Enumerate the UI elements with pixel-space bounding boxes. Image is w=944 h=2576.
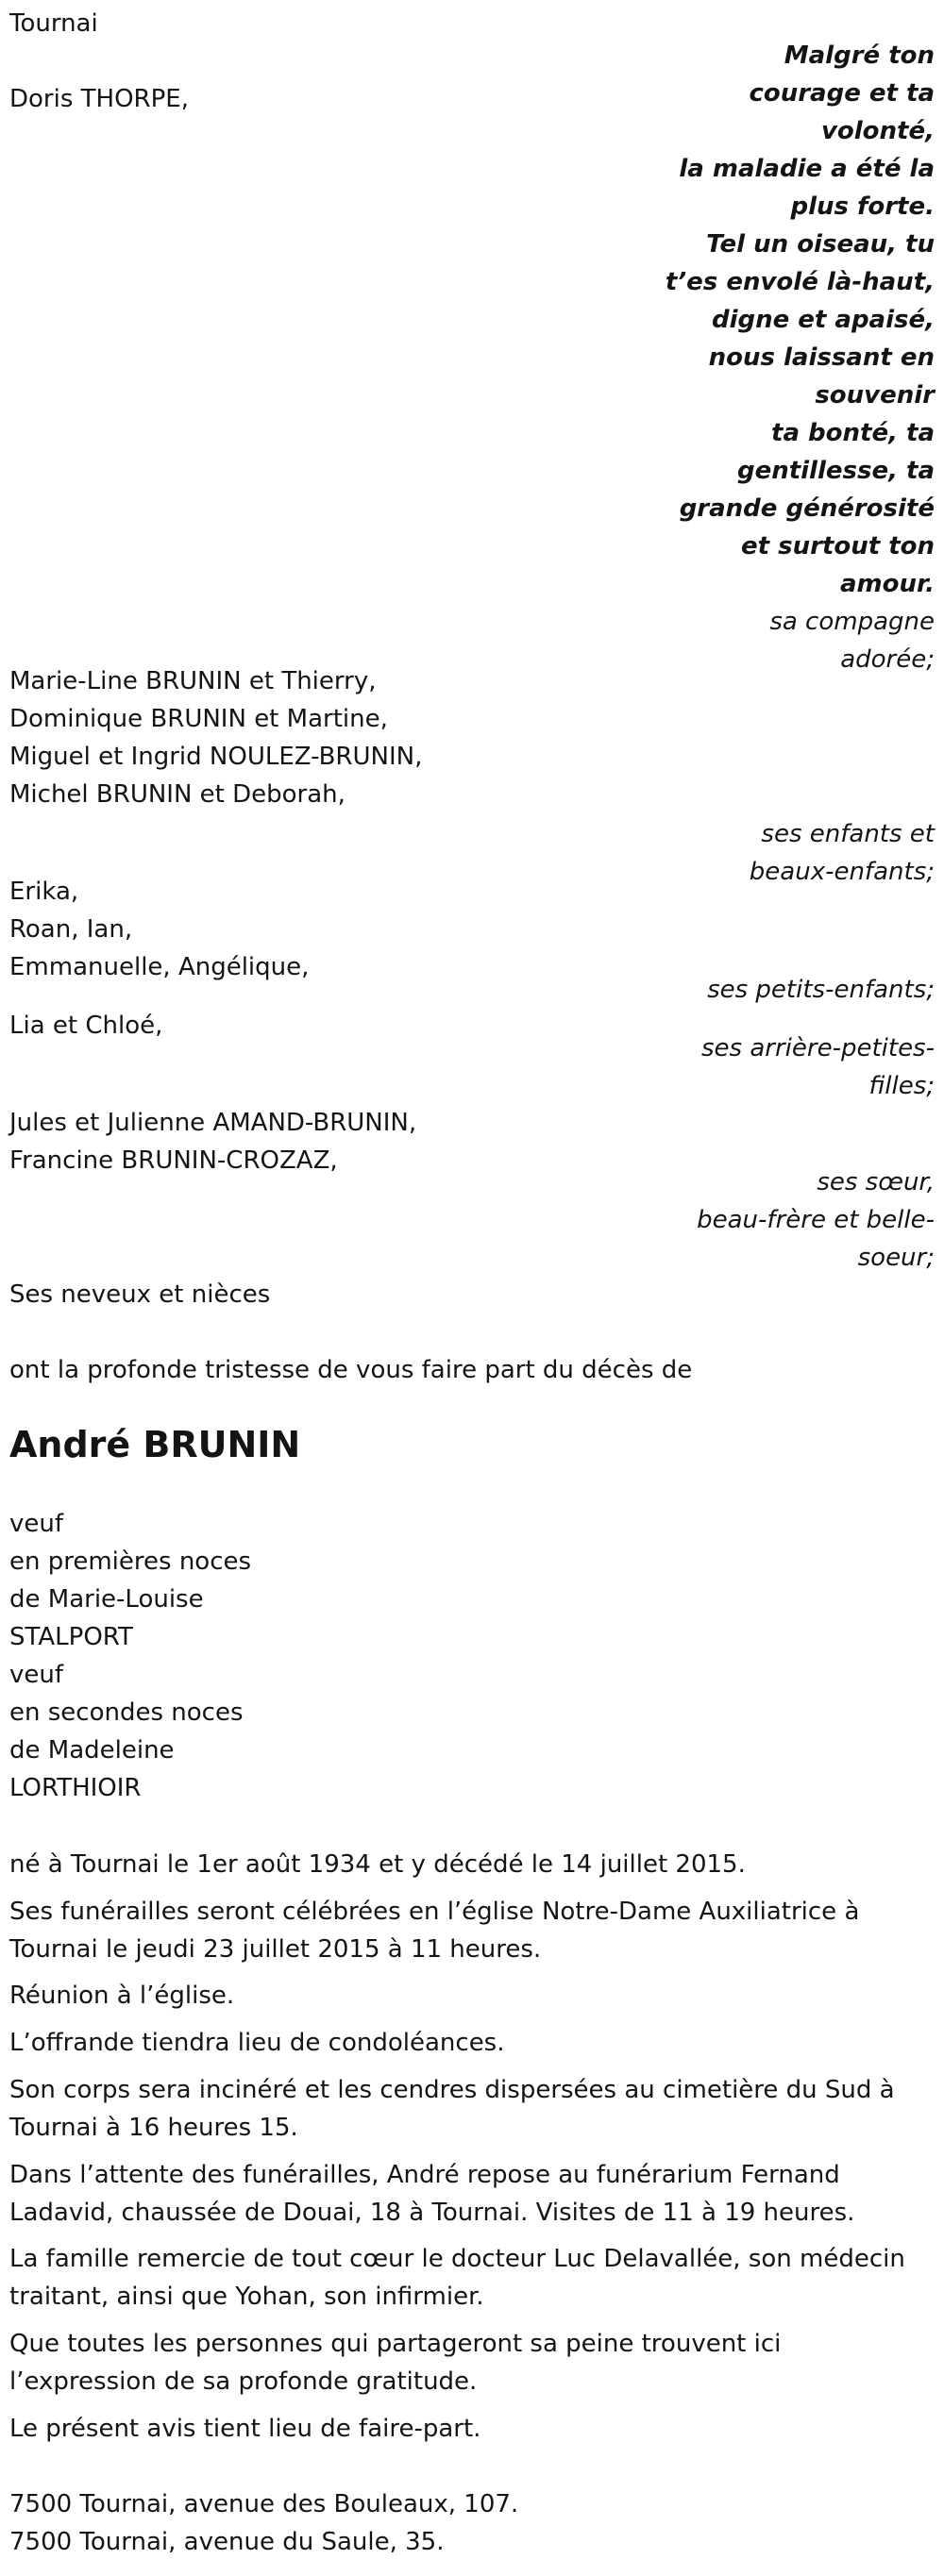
info-offering: L’offrande tiendra lieu de condoléances. <box>9 2029 505 2057</box>
announcement-line: ont la profonde tristesse de vous faire part du décès de <box>9 1356 693 1384</box>
info-gratitude: Que toutes les personnes qui partageront sa peine trouvent ici <box>9 2330 782 2358</box>
poem-line: amour. <box>839 570 935 598</box>
info-thanks: traitant, ainsi que Yohan, son infirmier. <box>9 2283 484 2311</box>
info-meeting: Réunion à l’église. <box>9 1982 235 2010</box>
grandchild-name: Erika, <box>9 878 79 906</box>
info-cremation: Tournai à 16 heures 15. <box>9 2114 298 2142</box>
deceased-detail: en premières noces <box>9 1547 252 1576</box>
nephews-line: Ses neveux et nièces <box>9 1280 271 1309</box>
deceased-detail: STALPORT <box>9 1623 133 1651</box>
child-name: Michel BRUNIN et Deborah, <box>9 780 346 809</box>
relation-label-spouse: adorée; <box>840 645 935 674</box>
info-funerarium: Dans l’attente des funérailles, André repose au funérarium Fernand <box>9 2161 840 2189</box>
relation-label-grandchildren: ses petits-enfants; <box>707 976 935 1004</box>
poem-line: grande générosité <box>679 494 935 523</box>
address-line: 7500 Tournai, avenue des Bouleaux, 107. <box>9 2490 519 2518</box>
info-gratitude: l’expression de sa profonde gratitude. <box>9 2367 478 2396</box>
deceased-detail: LORTHIOIR <box>9 1774 142 1802</box>
info-cremation: Son corps sera incinéré et les cendres dispersées au cimetière du Sud à <box>9 2076 895 2104</box>
child-name: Dominique BRUNIN et Martine, <box>9 705 388 733</box>
poem-line: Malgré ton <box>784 42 935 70</box>
poem-line: digne et apaisé, <box>711 306 935 334</box>
child-name: Marie-Line BRUNIN et Thierry, <box>9 667 377 695</box>
poem-line: Tel un oiseau, tu <box>706 230 935 259</box>
address-line: 7500 Tournai, avenue du Saule, 35. <box>9 2528 445 2556</box>
info-funeral: Tournai le jeudi 23 juillet 2015 à 11 heures. <box>9 1935 542 1964</box>
deceased-name: André BRUNIN <box>9 1424 301 1465</box>
deceased-detail: de Madeleine <box>9 1736 175 1765</box>
poem-line: la maladie a été la <box>679 155 935 183</box>
deceased-detail: de Marie-Louise <box>9 1585 204 1614</box>
poem-line: courage et ta <box>749 79 935 108</box>
info-funerarium: Ladavid, chaussée de Douai, 18 à Tournai. Visites de 11 à 19 heures. <box>9 2199 855 2227</box>
relation-label-children: beaux-enfants; <box>749 858 935 886</box>
info-thanks: La famille remercie de tout cœur le docteur Luc Delavallée, son médecin <box>9 2245 905 2273</box>
deceased-detail: en secondes noces <box>9 1698 244 1727</box>
sibling-name: Francine BRUNIN-CROZAZ, <box>9 1146 338 1175</box>
city-heading: Tournai <box>9 9 98 38</box>
great-grandchild-name: Lia et Chloé, <box>9 1012 163 1040</box>
relation-label-children: ses enfants et <box>761 820 935 848</box>
deceased-detail: veuf <box>9 1661 64 1689</box>
relation-label-siblings: soeur; <box>857 1244 935 1272</box>
poem-line: t’es envolé là-haut, <box>665 268 935 296</box>
deceased-detail: veuf <box>9 1510 64 1538</box>
poem-line: nous laissant en <box>708 343 935 372</box>
poem-line: volonté, <box>820 117 935 145</box>
grandchild-name: Emmanuelle, Angélique, <box>9 953 310 981</box>
info-birth-death: né à Tournai le 1er août 1934 et y décédé le 14 juillet 2015. <box>9 1850 746 1879</box>
info-funeral: Ses funérailles seront célébrées en l’église Notre-Dame Auxiliatrice à <box>9 1898 860 1926</box>
child-name: Miguel et Ingrid NOULEZ-BRUNIN, <box>9 743 423 771</box>
relation-label-siblings: ses sœur, <box>817 1168 935 1196</box>
relation-label-siblings: beau-frère et belle- <box>697 1206 935 1234</box>
poem-line: plus forte. <box>790 192 935 221</box>
grandchild-name: Roan, Ian, <box>9 915 133 944</box>
relation-label-spouse: sa compagne <box>769 608 935 636</box>
info-notice: Le présent avis tient lieu de faire-part. <box>9 2415 481 2443</box>
poem-line: gentillesse, ta <box>736 457 935 485</box>
relation-label-great-grandchildren: ses arrière-petites- <box>701 1034 935 1062</box>
poem-line: et surtout ton <box>740 532 935 560</box>
spouse-name: Doris THORPE, <box>9 85 189 113</box>
sibling-name: Jules et Julienne AMAND-BRUNIN, <box>9 1109 417 1137</box>
poem-line: souvenir <box>815 381 935 410</box>
poem-line: ta bonté, ta <box>771 419 935 447</box>
relation-label-great-grandchildren: filles; <box>868 1072 935 1100</box>
